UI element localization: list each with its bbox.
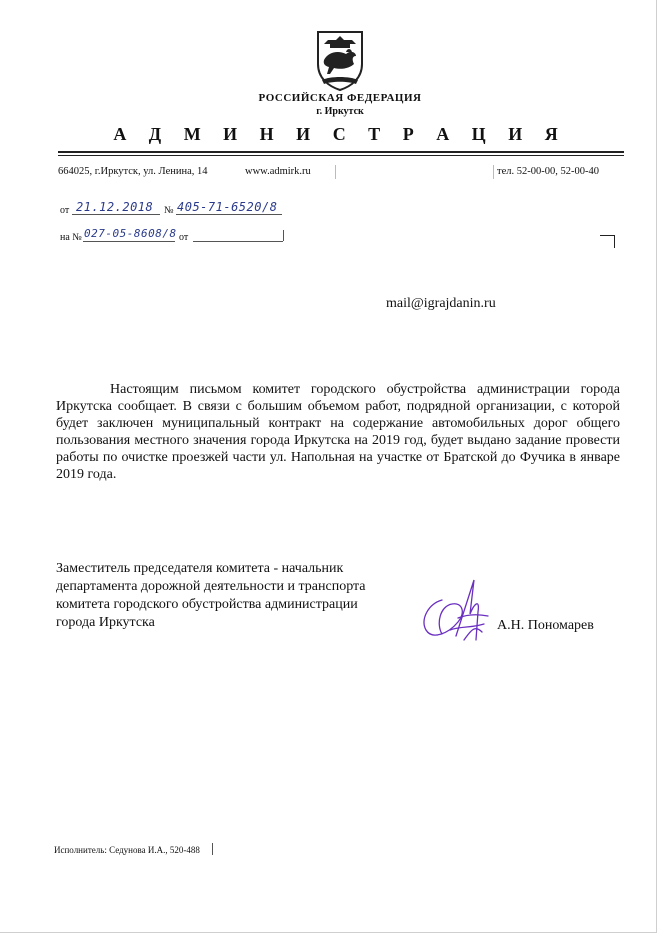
- country-name: РОССИЙСКАЯ ФЕДЕРАЦИЯ: [258, 92, 422, 104]
- signatory-position: [56, 560, 366, 632]
- reply-number-underline: [83, 241, 175, 242]
- organization-title: А Д М И Н И С Т Р А Ц И Я: [113, 124, 567, 144]
- coat-of-arms-icon: [316, 30, 364, 92]
- website-link[interactable]: www.admirk.ru: [245, 166, 311, 177]
- reply-number-value: 027-05-8608/8: [84, 227, 177, 240]
- reply-prefix: на №: [60, 232, 82, 243]
- handwritten-signature-icon: [412, 574, 496, 646]
- header-rule-thin: [58, 155, 624, 156]
- date-value: 21.12.2018: [76, 200, 154, 214]
- address: 664025, г.Иркутск, ул. Ленина, 14: [58, 166, 208, 177]
- letter-body: [56, 381, 620, 483]
- date-underline: [72, 214, 160, 215]
- phone-numbers: тел. 52-00-00, 52-00-40: [497, 166, 599, 177]
- divider: [493, 165, 494, 179]
- position-line: департамента дорожной деятельности и транспорта: [56, 579, 366, 594]
- divider: [212, 843, 213, 855]
- address-corner-mark: [600, 235, 615, 248]
- number-prefix: №: [164, 205, 174, 216]
- reply-date-prefix: от: [179, 232, 189, 243]
- number-underline: [176, 214, 282, 215]
- position-line: города Иркутска: [56, 615, 155, 630]
- position-line: комитета городского обустройства администрации: [56, 597, 358, 612]
- signatory-name: А.Н. Пономарев: [497, 618, 594, 633]
- divider: [335, 165, 336, 179]
- city-name: г. Иркутск: [316, 106, 364, 117]
- executor-info: Исполнитель: Седунова И.А., 520-488: [54, 845, 200, 855]
- body-paragraph: Настоящим письмом комитет городского обустройства администрации города Иркутска сообщает. В связи с большим объемом работ, подрядной организации, с которой будет заключен муниципальный контракт на содержание автомобильных дорог общего пользования местного значения города Иркутска на 2019 год, будет выдано задание провести работы по очистке проезжей части ул. Напольная на участке от Братской до Фучика в январе 2019 года.: [56, 382, 620, 482]
- date-prefix: от: [60, 205, 70, 216]
- divider: [283, 230, 284, 241]
- number-value: 405-71-6520/8: [177, 200, 278, 214]
- recipient-email[interactable]: mail@igrajdanin.ru: [386, 296, 496, 311]
- reply-date-underline: [193, 241, 283, 242]
- header-rule: [58, 151, 624, 153]
- position-line: Заместитель председателя комитета - начальник: [56, 561, 344, 576]
